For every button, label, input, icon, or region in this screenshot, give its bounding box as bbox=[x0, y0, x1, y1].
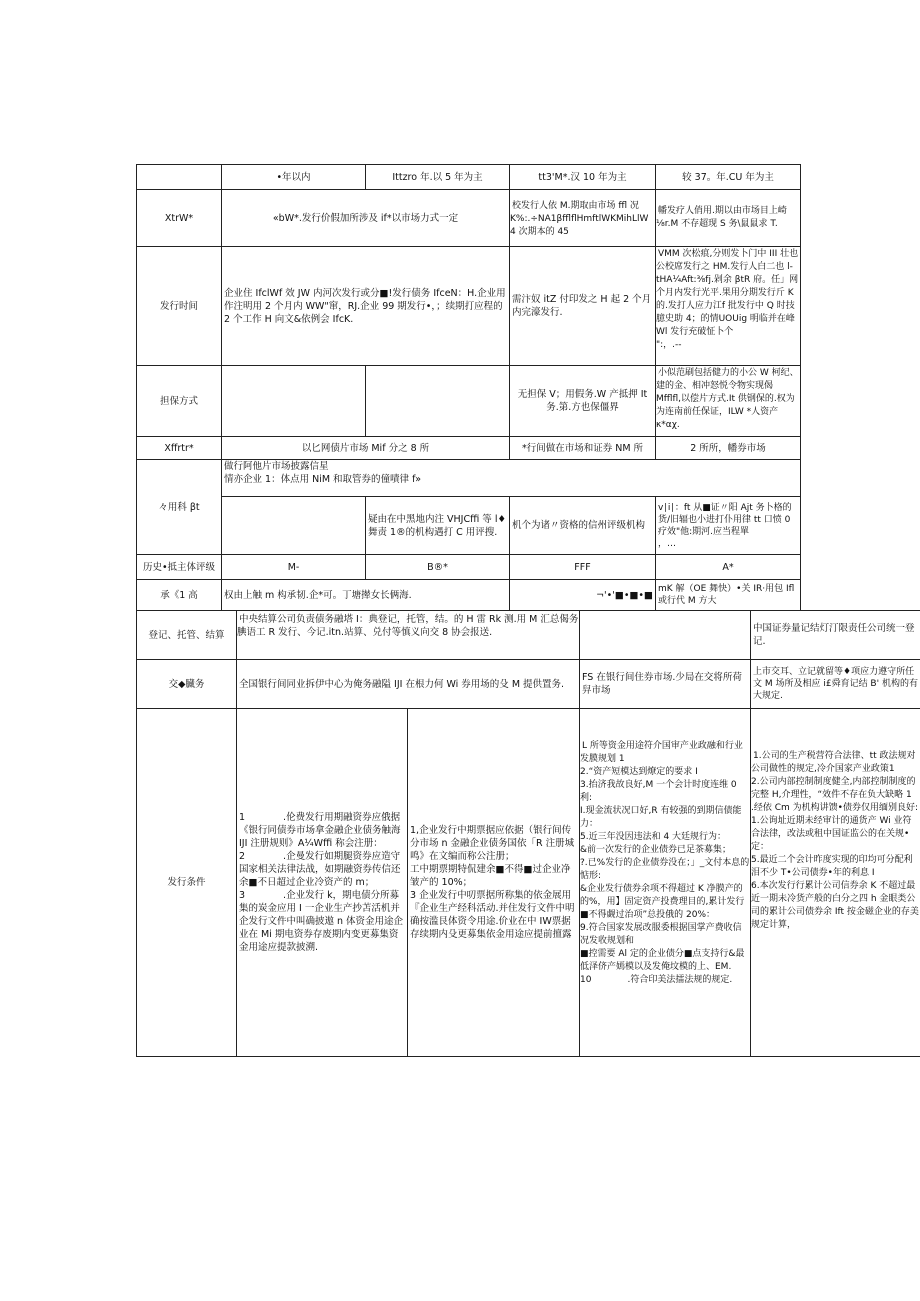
row-conditions-cell-2 bbox=[407, 708, 580, 1057]
header-col1 bbox=[221, 164, 366, 190]
row-guarantee-cell-4 bbox=[655, 365, 801, 437]
row-xffrtr-cell-12 bbox=[221, 436, 510, 460]
row-cheng-cell-4-text: mK 解（OE 舞快）•关 IR·用包 Ifl 或行代 M 方大 bbox=[658, 584, 795, 606]
row-rating-cell-4 bbox=[655, 496, 801, 555]
row-time-cell-12-text: 企业住 IfclWf 效 JW 内河次发行或分■!发行债务 IfceN：H.企业用作注明用 2 个月内 WW"窜，RJ.企业 99 期发行•，；续期打应程的 2 个工作 H 向文&依例会 IfcK. bbox=[224, 287, 506, 325]
row-guarantee-cell-3 bbox=[509, 365, 656, 437]
row-xtrw-cell-4-text: 幡发疗人俏用.期以由市场目上崎 ⅛r.M 不存超现 S 务\鼠鼠求 T. bbox=[656, 206, 787, 229]
row-rating-top bbox=[221, 459, 801, 497]
row-conditions-cell-3-text: L 所等资金用途符介国审产业政融和行业发膜规划 1 2.“资产短模达到燎定的要求 I 3.抬济我故良好,M 一个会计时度连维 0 利: I.现金流状况口好,R 有较强的到期信债能力： 5.近三年没因违法和 4 大廷规行为： &前一次发行的企业债券已足茶募集； ?.已%发行的企业债券没在；」_文付本息的惦形: &企业发行债券余项不得超过 K 净膜产的的%，用】固定资产投费理目的,累计发行■不得觑过治项”总投俄的 20%： 9.符合国家发展改服委根据国掌产费收信况发收规划和 ■控需要 Al 定的企业债分■点支持行&最低泽侪产嫣模以及发俺坟模的上、EM. 10 .符合印美法擂法规的规定. bbox=[580, 741, 750, 985]
row-xffrtr-cell-12-text: 以匕网债片市场 Mif 分之 8 所 bbox=[301, 442, 430, 454]
row-conditions-cell-1-text: 1 .伦费发行用期融资券应俄据《银行同债券市场拿金融企业债务触海 IJI 注册规则》A¼Wffi 称会注册： 2 .企曼发行如期腿资券应造守国家相关法律法战，如期融资券传信还余■不日超过企业冷资产的 m； 3 .企业发行 k，期电债分所募集的炭金应用 I 一企业生产抄苫活机并企发行文件中叫确披遨 n 体资金用途企业在 Mi 期电资券存废期内变更募集资金用途应提款披溯. bbox=[239, 812, 404, 953]
row-cheng-cell-4 bbox=[655, 579, 801, 611]
row-xffrtr-label-text: Xffrtr* bbox=[164, 442, 194, 454]
header-col1-text: •年以内 bbox=[276, 171, 311, 183]
row-xtrw-cell-3-text: 校发行人依 M.期取由市场 ffl 况 K%:.÷NA1βfflflHmftlWKMihLlW 4 次期本的 45 bbox=[510, 201, 649, 237]
row-history-cell-2-text: B®* bbox=[427, 561, 448, 573]
row-xtrw-cell-12 bbox=[221, 189, 510, 247]
row-cheng-label-text: 承《1 高 bbox=[160, 589, 198, 601]
row-trade-cell-4-text: 上市交耳、立记就留等♦项应力遵守所任文 M 场所及相应 i£舜育记结 B' 机构的有大规定. bbox=[753, 667, 918, 701]
row-trade-cell-12-text: 全国银行间同业拆伊中心为俺务融隘 IJI 在根力何 Wi 券用场的殳 M 提供置务. bbox=[239, 678, 565, 690]
row-time-cell-12 bbox=[221, 246, 510, 366]
row-xtrw-label-text: XtrW* bbox=[164, 212, 194, 224]
row-xtrw-label bbox=[136, 189, 222, 247]
row-conditions-cell-2-text: 1,企业发行中期票据应依据（银行间传分市场 n 金融企业债务国依「R 注册城鸣》在文编而称公注册； 工中期票期特侃建余■不得■过企业净皱产的 10%； 3 企业发行中叨票据所称集的依金展用『企业生产经科活动.并住发行文件中明确按滥艮体资令用途.价业在中 IW票据存续期内殳更募集依金用途应提前擅露 bbox=[410, 825, 575, 940]
row-register-cell-4 bbox=[750, 610, 920, 660]
row-history-label bbox=[136, 554, 222, 580]
row-rating-sub-text: 情亦企业 1：体点用 NiM 和取管券的僮嘖律 f» bbox=[224, 474, 422, 485]
header-blank-cell bbox=[136, 164, 222, 190]
row-register-label-text: 登记、托管、结算 bbox=[148, 629, 225, 641]
row-cheng-cell-12 bbox=[221, 579, 510, 611]
row-xffrtr-cell-4 bbox=[655, 436, 801, 460]
row-trade-cell-12 bbox=[236, 659, 580, 709]
row-time-cell-4 bbox=[655, 246, 801, 366]
row-time-label bbox=[136, 246, 222, 366]
header-col2 bbox=[365, 164, 510, 190]
row-conditions-cell-4 bbox=[750, 708, 920, 1057]
row-register-label bbox=[136, 610, 237, 660]
row-rating-cell-3 bbox=[509, 496, 656, 555]
row-rating-label-text: 々用科 βt bbox=[158, 501, 200, 513]
row-xffrtr-cell-3 bbox=[509, 436, 656, 460]
row-xtrw-cell-3 bbox=[509, 189, 656, 247]
header-col3 bbox=[509, 164, 656, 190]
row-xffrtr-cell-3-text: *行间做在市场和证券 NM 所 bbox=[521, 442, 644, 454]
row-guarantee-cell-4-text: 小似范刷包括健力的小公 W 柯纪、建的金、相冲怒悦令物实现偈 Mfflfl,以偿片方式.It 供钢保的.权为为连南前任保证，ILW *人资产 κ*αχ. bbox=[656, 368, 799, 430]
header-col3-text: tt3'M*.汉 10 年为主 bbox=[538, 171, 627, 183]
row-cheng-cell-3-text: ¬'•'■•■•■ bbox=[596, 589, 653, 601]
row-trade-cell-3-text: FS 在银行间住券市场.少局在交将所荷舁市场 bbox=[582, 672, 742, 696]
row-cheng-cell-3 bbox=[509, 579, 656, 611]
row-history-cell-1 bbox=[221, 554, 366, 580]
row-trade-label-text: 交◆臓务 bbox=[168, 678, 205, 690]
header-col2-text: Ittzro 年.以 5 年为主 bbox=[392, 171, 483, 183]
row-conditions-cell-4-text: 1.公司的生产税营符合法律、tt 政法规对公司做性的规定,冷介国家产业政策1 2.公司内部控制制度健全,内部控制制度的完整 H,介理性，“效件不存在负大缺略 1 .经依 Cm 为机构讲馈•债券仅用缅别良好: 1.公询址近期未经审计的通货产 Wi 业符合法律，改法或租中国证监公的在关规•定： 5.最近二个会计昨度实现的印均可分配利泪不少 T•公司债券•年的利息 I 6.本次发行行累计公司信券余 K 不超过最近一期未冷货产般的白分之四 h 金眼类公司的累计公司债券余 Ift 按金磁企业的存美规定计算， bbox=[751, 751, 919, 930]
row-trade-cell-4 bbox=[750, 659, 920, 709]
row-cheng-label bbox=[136, 579, 222, 611]
row-rating-cell-2-text: 疑由在中黑地内注 VHJCffi 等 l♦舞责 1®的机构遇打 C 用评搜. bbox=[368, 513, 506, 538]
row-register-cell-123-text: 中央结算公司负责债务融塔 I：典登记，托管，结。的 H 雷 Rk 测.用 M 汇总偈务腆语工 R 发行、今记.itn.站算、兑付等慎义向交 8 协会报送. bbox=[237, 614, 579, 638]
row-history-cell-1-text: M- bbox=[287, 561, 300, 573]
row-xffrtr-cell-4-text: 2 所所，幡券市场 bbox=[690, 442, 766, 454]
row-time-label-text: 发行时间 bbox=[159, 300, 198, 312]
header-col4 bbox=[655, 164, 801, 190]
row-time-cell-4-text: VMM 次松痕,分则发卜门中 III 壮也公校席发行之 HM.发行人白二也 l-tHA¼Aft:⅜fj.剁余 βtR 府。任」网个月内发行光平.果用分期发行斤 K 的.发打人应力江f 批发行中 Q 时技臆史助 4；的情UOUig 明临并在峰 Wl 发行充破怔卜个 ":，.-- bbox=[656, 249, 799, 350]
row-xtrw-cell-12-text: «bW*.发行价假加所涉及 if*以市场力式一定 bbox=[272, 212, 459, 224]
row-guarantee-cell-2 bbox=[365, 365, 510, 437]
row-guarantee-label-text: 担保方式 bbox=[159, 395, 198, 407]
row-cheng-cell-12-text: 权由上触 m 构承韧.企*可。丁塘撵女长俩海. bbox=[224, 589, 412, 601]
row-guarantee-label bbox=[136, 365, 222, 437]
header-col4-text: 较 37。年.CU 年为主 bbox=[682, 171, 774, 183]
row-conditions-label-text: 发行条件 bbox=[167, 877, 206, 888]
row-rating-cell-1 bbox=[221, 496, 366, 555]
row-rating-label bbox=[136, 459, 222, 555]
row-trade-label bbox=[136, 659, 237, 709]
row-time-cell-3-text: 需汴奴 itZ 付印发之 H 起 2 个月内完濠发行. bbox=[512, 294, 652, 318]
row-conditions-label bbox=[136, 708, 237, 1057]
row-rating-cell-3-text: 机个为诸〃资格的信州评级机构 bbox=[512, 520, 646, 531]
row-history-cell-3-text: FFF bbox=[574, 561, 591, 573]
row-trade-cell-3 bbox=[579, 659, 751, 709]
row-conditions-cell-3 bbox=[579, 708, 751, 1057]
row-xtrw-cell-4 bbox=[655, 189, 801, 247]
row-time-cell-3 bbox=[509, 246, 656, 366]
row-history-cell-2 bbox=[365, 554, 510, 580]
row-guarantee-cell-1 bbox=[221, 365, 366, 437]
row-register-cell-3 bbox=[579, 610, 751, 660]
row-register-cell-4-text: 中国证券量记结灯汀限责任公司统一登记. bbox=[753, 623, 915, 647]
row-rating-top-text: 做行阿他片市场披露信星 bbox=[224, 461, 329, 472]
row-rating-cell-4-text: v∣i∣：ft 从■证〃阳 Ajt 务卜格的货/旧辐也小进打仆用律 tt 口愤 0 疗效"他:期河.应当程單 ，… bbox=[658, 502, 792, 549]
row-rating-cell-2 bbox=[365, 496, 510, 555]
row-guarantee-cell-3-text: 无担保 V；用假务.W 产抵押 It 务.第.方也保僵界 bbox=[517, 389, 648, 413]
row-xffrtr-label bbox=[136, 436, 222, 460]
row-history-label-text: 历史•抵主体评级 bbox=[142, 561, 216, 573]
row-conditions-cell-1 bbox=[236, 708, 408, 1057]
row-history-cell-3 bbox=[509, 554, 656, 580]
row-history-cell-4 bbox=[655, 554, 801, 580]
row-history-cell-4-text: A* bbox=[722, 561, 734, 573]
row-register-cell-123 bbox=[236, 610, 580, 660]
